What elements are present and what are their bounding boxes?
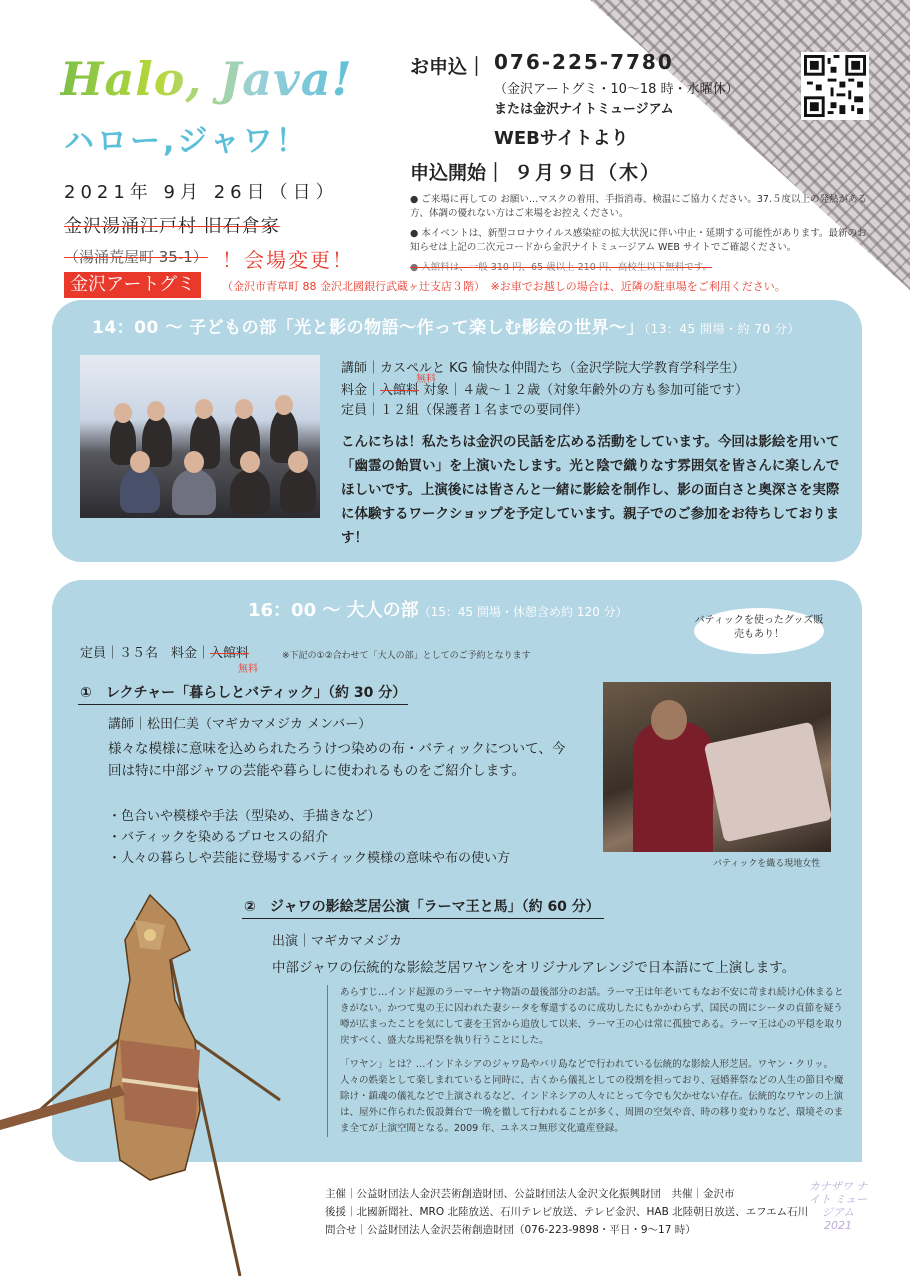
- story-synopsis: あらすじ…インド起源のラーマーヤナ物語の最後部分のお話。ラーマ王は年老いてもなお不安に苛まれ続け心休まるときがない。かつて鬼の王に囚われた妻シータを奪還するのに成功したにもかかわらず、国民の間にシータの貞節を疑う噂が広まったことを気にして妻を王宮から追放して以来、ラーマ王の心は常に孤独である。ラーマ王は心の平穏を取り戻すべく、盛大な馬祀祭を執り行うことにした。: [340, 987, 844, 1046]
- footer-organizer: 主催｜公益財団法人金沢芸術創造財団、公益財団法人金沢文化振興財団 共催｜金沢市: [325, 1188, 735, 1200]
- adult-title-note: （15：45 開場・休憩含め約 120 分）: [418, 605, 628, 619]
- venue-old: 金沢湯涌江戸村 旧石倉家: [64, 216, 280, 237]
- kids-fee-target: [341, 379, 748, 398]
- start-date: ９月９日（木）: [514, 162, 662, 184]
- note-admission-fee: ● 入館料は、一般 310 円、65 歳以上 210 円、高校生以下無料です。: [410, 262, 713, 273]
- apply-phone-note: （金沢アートグミ・10〜18 時・水曜休）: [494, 82, 739, 97]
- start-label: 申込開始｜: [410, 162, 506, 184]
- lecture-description: 様々な模様に意味を込められたろうけつ染めの布・バティックについて、今回は特に中部ジャワの芸能や暮らしに使われるものをご紹介します。: [108, 741, 566, 779]
- venue-old-address: （湯涌荒屋町 35-1）: [64, 248, 208, 266]
- event-logo-japanese: ハロー,ジャワ！: [64, 124, 309, 159]
- venue-new: 金沢アートグミ: [64, 272, 201, 298]
- batik-woman-photo: [603, 682, 831, 852]
- story-box: [327, 985, 850, 1137]
- kids-group-photo: [80, 355, 320, 518]
- lecture-bullet: ・バティックを染めるプロセスの紹介: [108, 830, 328, 845]
- footer-contact: 問合せ｜公益財団法人金沢芸術創造財団（076-223-9898・平日・9〜17 時）: [325, 1224, 696, 1236]
- batik-photo-caption: バティックを織る現地女性: [713, 859, 821, 869]
- adult-section-title: [248, 596, 628, 622]
- apply-phone[interactable]: 076-225-7780: [494, 50, 674, 74]
- qr-code[interactable]: [801, 52, 869, 120]
- lecture-bullet-list: [108, 806, 510, 869]
- night-museum-logo: カナザワ ナイト ミュージアム 2021: [808, 1180, 868, 1232]
- goods-speech-bubble: バティックを使ったグッズ販売もあり！: [694, 608, 824, 654]
- kids-fee-free: 無料: [416, 374, 436, 385]
- adult-capacity-fee: [80, 642, 249, 661]
- apply-website: WEBサイトより: [494, 128, 629, 149]
- lecture-bullet: ・色合いや模様や手法（型染め、手描きなど）: [108, 809, 381, 824]
- event-logo-english: Halo, Java!: [60, 52, 353, 106]
- play-performer: 出演｜マギカマメジカ: [272, 934, 403, 949]
- kids-title-note: （13：45 開場・約 70 分）: [644, 322, 800, 336]
- venue-change-notice: ！会場変更！: [222, 248, 354, 272]
- lecture-underline: [78, 704, 408, 705]
- lecture-bullet: ・人々の暮らしや芸能に登場するバティック模様の意味や布の使い方: [108, 851, 510, 866]
- wayang-explanation: 「ワヤン」とは？…インドネシアのジャワ島やバリ島などで行われている伝統的な影絵人形芝居。ワヤン・クリッ。人々の娯楽として楽しまれていると同時に、古くから儀礼としての役割を担っており、冠婚葬祭などの人生の節目や魔除け・鎮魂の儀礼などで上演されるなど、インドネシアの人々にとって今でも欠かせない存在。伝統的なワヤンの上演は、屋外に作られた仮設舞台で一晩を徹して行われることが多く、周囲の空気や音、時の移り変わりなど、環境そのまま全てが上演空間となる。2009 年、ユネスコ無形文化遺産登録。: [340, 1059, 844, 1134]
- kids-capacity: 定員｜１２組（保護者１名までの要同伴）: [341, 403, 589, 418]
- lecture-heading: ① レクチャー「暮らしとバティック」（約 30 分）: [80, 685, 407, 701]
- footer-sponsors: 後援｜北國新聞社、MRO 北陸放送、石川テレビ放送、テレビ金沢、HAB 北陸朝日放送、エフエム石川: [325, 1206, 809, 1218]
- venue-new-address: （金沢市青草町 88 金沢北國銀行武蔵ヶ辻支店３階） ※お車でお越しの場合は、近隣の駐車場をご利用ください。: [222, 280, 786, 293]
- adult-title-text: 16：00 〜 大人の部: [248, 600, 419, 621]
- footer-credits: [325, 1185, 808, 1239]
- apply-or-museum: または金沢ナイトミュージアム: [494, 102, 674, 117]
- event-date: 2021年 9月 26日（日）: [64, 182, 339, 203]
- kids-section-title: [92, 313, 800, 338]
- apply-label: お申込｜: [410, 56, 487, 78]
- adult-reservation-note: ※下記の①②合わせて「大人の部」としてのご予約となります: [282, 651, 531, 661]
- kids-target: 対象｜４歳〜１２歳（対象年齢外の方も参加可能です）: [423, 383, 749, 398]
- adult-fee-free: 無料: [238, 664, 258, 675]
- qr-code-icon: [804, 55, 866, 117]
- note-covid-request: ● ご来場に再しての お願い…マスクの着用、手指消毒、検温にご協力ください。37.５度以上の発熱がある方、体調の優れない方はご来場をお控えください。: [410, 194, 867, 219]
- kids-fee-old: 入館料: [380, 383, 420, 398]
- play-heading: ② ジャワの影絵芝居公演「ラーマ王と馬」（約 60 分）: [244, 899, 600, 915]
- play-description: 中部ジャワの伝統的な影絵芝居ワヤンをオリジナルアレンジで日本語にて上演します。: [272, 960, 796, 976]
- adult-fee-old: 入館料: [210, 646, 250, 661]
- wayang-puppet-illustration: [0, 880, 300, 1276]
- kids-fee-label: 料金｜: [341, 383, 381, 398]
- kids-description: こんにちは！私たちは金沢の民話を広める活動をしています。今回は影絵を用いて「幽霊の飴買い」を上演いたします。光と陰で織りなす雰囲気を皆さんに楽しんでほしいです。上演後には皆さんと一緒に影絵を制作し、影の面白さと奥深さを実際に体験するワークショップを予定しています。親子でのご参加をお待ちしております！: [341, 434, 840, 546]
- kids-lecturer: 講師｜カスペルと KG 愉快な仲間たち（金沢学院大学教育学科学生）: [341, 361, 745, 376]
- note-cancellation: ● 本イベントは、新型コロナウイルス感染症の拡大状況に伴い中止・延期する可能性があります。最新のお知らせは上記の二次元コードから金沢ナイトミュージアム WEB サイトでご確認ください。: [410, 228, 867, 253]
- lecture-lecturer: 講師｜松田仁美（マギカマメジカ メンバー）: [108, 717, 372, 732]
- kids-title-text: 14：00 〜 子どもの部「光と影の物語〜作って楽しむ影絵の世界〜」: [92, 318, 645, 338]
- adult-capacity: 定員｜３５名 料金｜: [80, 646, 211, 661]
